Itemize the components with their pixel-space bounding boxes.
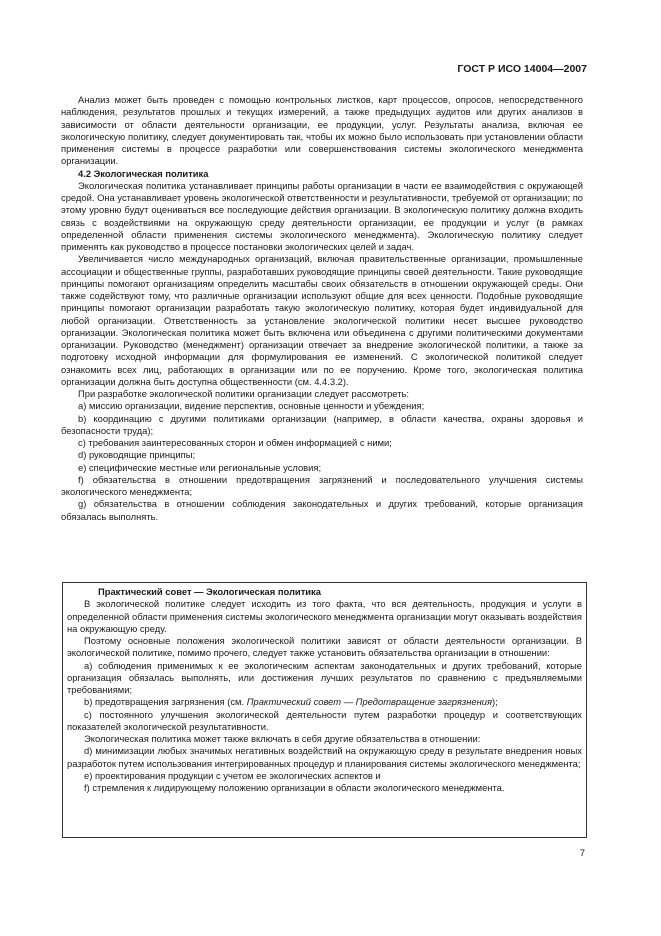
main-text: [61, 94, 583, 523]
page-number: 7: [579, 848, 585, 859]
list-item: c) требования заинтересованных сторон и обмен информацией с ними;: [78, 437, 392, 448]
box-item-b-reference: Практический совет — Предотвращение загрязнения: [246, 696, 493, 708]
section-paragraph: Экологическая политика устанавливает принципы работы организации в части ее взаимодействия с окружающей средой. Она устанавливает уровень экологической ответственности и результативности, требуемой от организации; по этому уровню будут оцениваться все последующие действия организации. В экологическую политику должна входить связь с воздействиями на окружающую среду деятельности организации, ее продукции и услуг (в рамках определенной области применения системы экологического менеджмента). Экологическую политику следует применять как руководство в процессе постановки экологических целей и задач.: [61, 179, 583, 252]
practical-advice-box: [62, 582, 587, 838]
list-item: d) руководящие принципы;: [78, 449, 196, 461]
box-paragraph: Поэтому основные положения экологической политики зависят от области деятельности организации. В экологической политике, помимо прочего, следует также установить обязательства организации в отношении:: [67, 635, 582, 659]
box-title: Практический совет — Экологическая политика: [98, 586, 321, 597]
list-item: a) миссию организации, видение перспектив, основные ценности и убеждения;: [78, 400, 425, 412]
section-heading: 4.2 Экологическая политика: [78, 167, 209, 179]
box-list-item: f) стремления к лидирующему положению организации в области экологического менеджмента.: [84, 782, 505, 793]
box-list-item: d) минимизации любых значимых негативных воздействий на окружающую среду в результате внедрения новых разработок путем использования интегрированных процедур и планирования системы экологического менеджмента;: [67, 745, 582, 769]
box-list-item: a) соблюдения применимых к ее экологическим аспектам законодательных и других требований, которые организация обязалась выполнять, или достижения лучших результатов по сравнению с предъявляемыми требованиями;: [67, 659, 582, 695]
document-header: ГОСТ Р ИСО 14004—2007: [457, 63, 587, 75]
list-item: f) обязательства в отношении предотвращения загрязнений и последовательного улучшения системы экологического менеджмента;: [61, 473, 583, 497]
box-list-item: [67, 696, 582, 708]
list-item: e) специфические местные или региональные условия;: [78, 461, 322, 473]
box-paragraph: В экологической политике следует исходить из того факта, что вся деятельность, продукция и услуги в определенной области применения системы экологического менеджмента организации могут оказывать воздействия на окружающую среду.: [67, 598, 582, 634]
box-paragraph: Экологическая политика может также включать в себя другие обязательства в отношении:: [84, 733, 481, 744]
box-list-item: c) постоянного улучшения экологической деятельности путем разработки процедур и соответствующих показателей экологической результативности.: [67, 708, 582, 732]
list-item: b) координацию с другими политиками организации (например, в области качества, охраны здоровья и безопасности труда);: [61, 412, 583, 436]
box-item-b-prefix: b) предотвращения загрязнения (см.: [84, 696, 247, 708]
list-item: g) обязательства в отношении соблюдения законодательных и других требований, которые организация обязалась выполнять.: [61, 498, 583, 522]
intro-paragraph: Анализ может быть проведен с помощью контрольных листков, карт процессов, опросов, непосредственного наблюдения, результатов прошлых и текущих измерений, а также предыдущих аудитов или других анализов в зависимости от области деятельности организации, ее продукции, услуг. Результаты анализа, включая ее экологическую политику, следует документировать так, чтобы их можно было использовать при установлении области применения системы в процессе разработки или совершенствования системы экологического менеджмента организации.: [61, 94, 583, 167]
section-paragraph: Увеличивается число международных организаций, включая правительственные организации, промышленные ассоциации и общественные группы, разработавших руководящие принципы своей деятельности. Такие руководящие принципы помогают организациям определить масштабы своих обязательств в отношении окружающей среды. Они также содействуют тому, что различные организации используют общие для всех ценности. Подобные руководящие принципы помогают организации разработать такую экологическую политику, которая будет индивидуальной для любой организации. Ответственность за установление экологической политики несет высшее руководство организации. Экологическая политика может быть включена или объединена с другими политическими документами организации. Руководство (менеджмент) организации отвечает за внедрение экологической политики, а также за подготовку исходной информации для формулирования ее изменений. С экологической политикой следует ознакомить всех лиц, работающих в организации или по ее поручению. Кроме того, экологическая политика организации должна быть доступна общественности (см. 4.4.3.2).: [61, 253, 583, 387]
box-list-item: e) проектирования продукции с учетом ее экологических аспектов и: [84, 769, 381, 781]
box-item-b-suffix: );: [492, 696, 498, 708]
section-paragraph: При разработке экологической политики организации следует рассмотреть:: [78, 388, 409, 399]
